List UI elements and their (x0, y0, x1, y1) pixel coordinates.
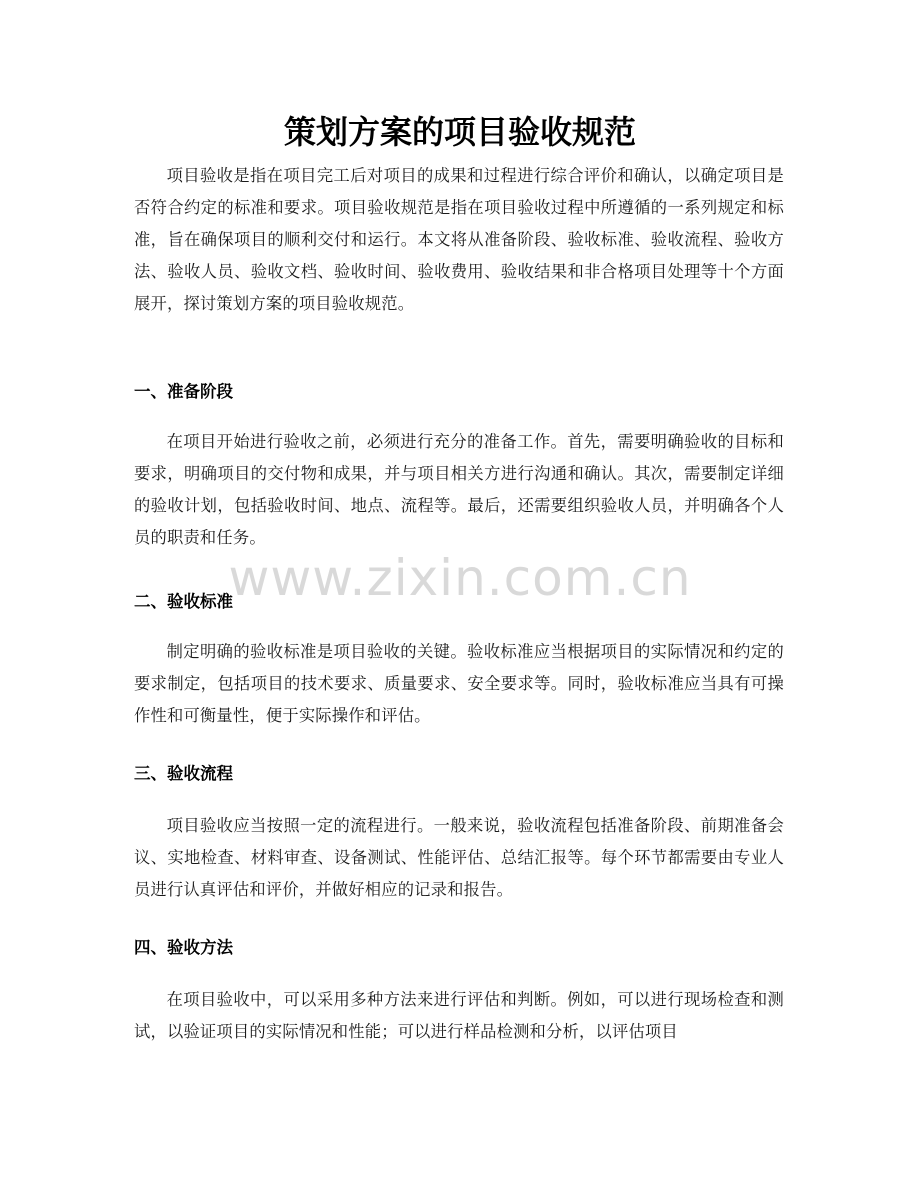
section-body-2: 制定明确的验收标准是项目验收的关键。验收标准应当根据项目的实际情况和约定的要求制定，包括项目的技术要求、质量要求、安全要求等。同时，验收标准应当具有可操作性和可衡量性，便于实际操作和评估。 (134, 642, 784, 725)
section-heading-1: 一、准备阶段 (134, 382, 233, 401)
section-heading-2: 二、验收标准 (134, 592, 233, 611)
section-heading-3: 三、验收流程 (134, 764, 233, 783)
intro-paragraph: 项目验收是指在项目完工后对项目的成果和过程进行综合评价和确认，以确定项目是否符合约定的标准和要求。项目验收规范是指在项目验收过程中所遵循的一系列规定和标准，旨在确保项目的顺利交付和运行。本文将从准备阶段、验收标准、验收流程、验收方法、验收人员、验收文档、验收时间、验收费用、验收结果和非合格项目处理等十个方面展开，探讨策划方案的项目验收规范。 (134, 166, 784, 313)
section-heading-4: 四、验收方法 (134, 938, 233, 957)
section-body-4: 在项目验收中，可以采用多种方法来进行评估和判断。例如，可以进行现场检查和测试，以验证项目的实际情况和性能；可以进行样品检测和分析，以评估项目 (134, 990, 784, 1041)
document-title: 策划方案的项目验收规范 (283, 113, 636, 151)
section-body-1: 在项目开始进行验收之前，必须进行充分的准备工作。首先，需要明确验收的目标和要求，明确项目的交付物和成果，并与项目相关方进行沟通和确认。其次，需要制定详细的验收计划，包括验收时间、地点、流程等。最后，还需要组织验收人员，并明确各个人员的职责和任务。 (134, 432, 784, 547)
section-body-3: 项目验收应当按照一定的流程进行。一般来说，验收流程包括准备阶段、前期准备会议、实地检查、材料审查、设备测试、性能评估、总结汇报等。每个环节都需要由专业人员进行认真评估和评价，并做好相应的记录和报告。 (134, 816, 784, 899)
watermark: www.zixin.com.cn (228, 549, 692, 607)
